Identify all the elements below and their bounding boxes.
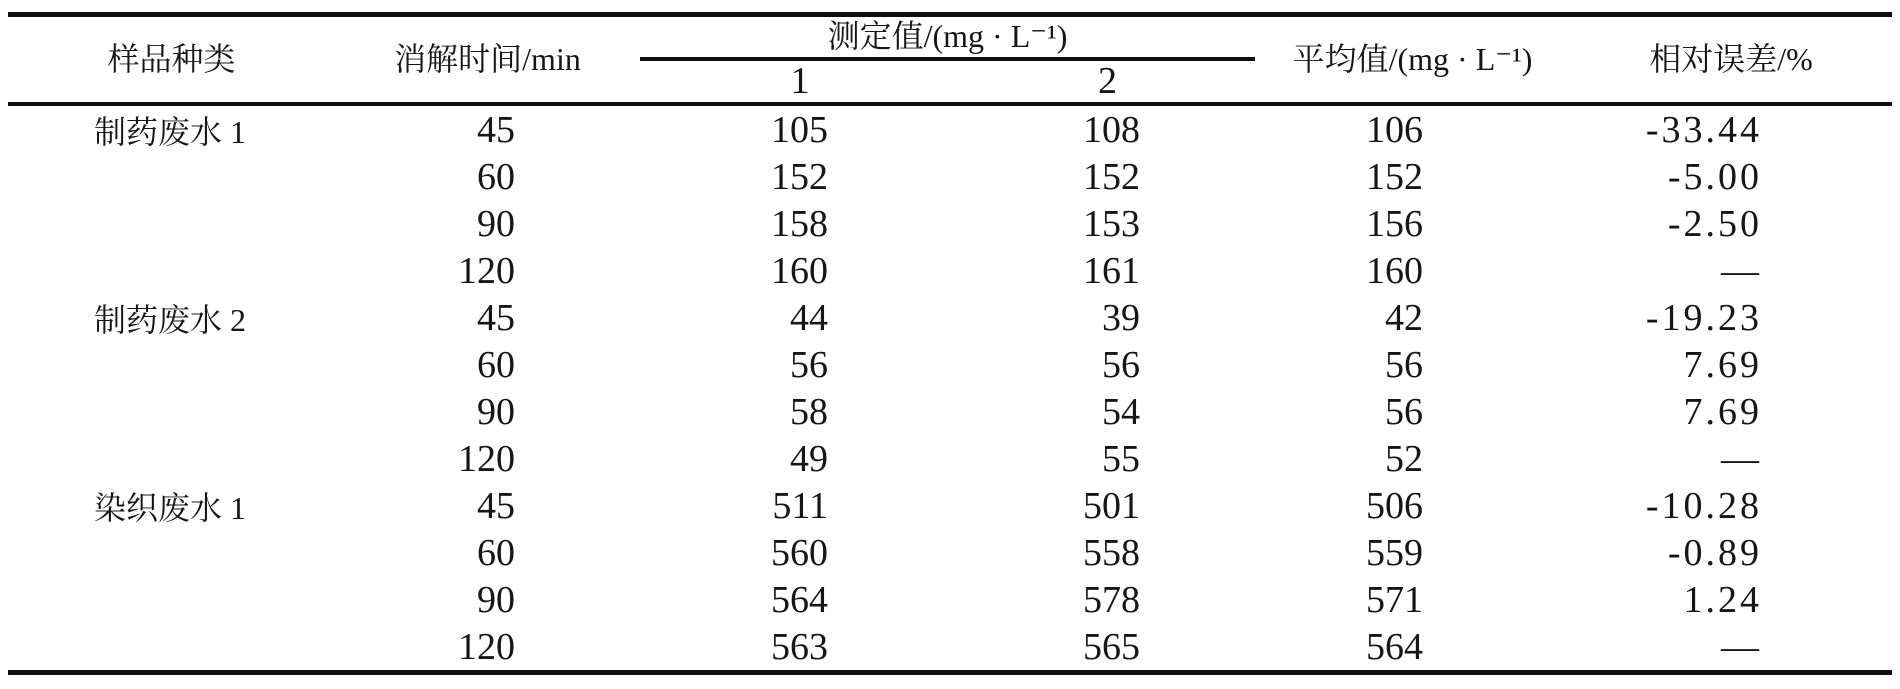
- measured-1-cell: 58: [790, 390, 828, 433]
- measurement-results-table: [8, 12, 1892, 675]
- header-measured-sub-2: 2: [960, 59, 1255, 105]
- average-cell: 56: [1385, 343, 1424, 386]
- measured-1-cell: 160: [771, 249, 828, 292]
- time-cell: 90: [477, 578, 515, 621]
- time-cell: 45: [477, 108, 515, 151]
- measured-2-cell: 565: [1083, 625, 1141, 668]
- time-cell: 45: [477, 484, 515, 527]
- measured-1-cell: 56: [790, 343, 828, 386]
- table-row: [8, 623, 1892, 673]
- relative-error-cell: -10.28: [1645, 484, 1763, 527]
- measured-2-cell: 54: [1102, 390, 1141, 433]
- relative-error-cell: -2.50: [1667, 202, 1763, 245]
- average-cell: 42: [1385, 296, 1424, 339]
- time-cell: 60: [477, 531, 515, 574]
- sample-cell: 制药废水 2: [94, 301, 247, 338]
- measured-2-cell: 56: [1102, 343, 1141, 386]
- sample-cell: [8, 153, 335, 200]
- sample-cell: [8, 341, 335, 388]
- measured-1-cell: 560: [771, 531, 828, 574]
- relative-error-cell: -5.00: [1667, 155, 1763, 198]
- measured-2-cell: 108: [1083, 108, 1141, 151]
- average-cell: 506: [1366, 484, 1424, 527]
- average-cell: 52: [1385, 437, 1424, 480]
- measured-1-cell: 158: [771, 202, 828, 245]
- table-row: [8, 247, 1892, 294]
- measured-1-cell: 152: [771, 155, 828, 198]
- sample-cell: [8, 247, 335, 294]
- measured-2-cell: 152: [1083, 155, 1141, 198]
- table-row: [8, 482, 1892, 529]
- relative-error-cell: 7.69: [1683, 343, 1763, 386]
- time-cell: 90: [477, 390, 515, 433]
- time-cell: 120: [458, 625, 515, 668]
- sample-cell: [8, 623, 335, 673]
- scanned-table-page: [0, 12, 1900, 689]
- relative-error-cell: 1.24: [1683, 578, 1763, 621]
- relative-error-cell: -0.89: [1667, 531, 1763, 574]
- sample-cell: [8, 576, 335, 623]
- measured-1-cell: 49: [790, 437, 828, 480]
- time-cell: 60: [477, 155, 515, 198]
- header-measured-sub-1: 1: [640, 59, 960, 105]
- measured-1-cell: 563: [771, 625, 828, 668]
- table-header: [8, 15, 1892, 105]
- header-digestion-time: 消解时间/min: [335, 15, 640, 105]
- table-row: [8, 200, 1892, 247]
- sample-cell: 染织废水 1: [94, 489, 247, 526]
- sample-cell: [8, 435, 335, 482]
- header-average-value: 平均值/(mg · L⁻¹): [1255, 15, 1570, 105]
- average-cell: 559: [1366, 531, 1424, 574]
- average-cell: 571: [1366, 578, 1424, 621]
- table-body: [8, 104, 1892, 673]
- measured-2-cell: 558: [1083, 531, 1141, 574]
- header-measured-value-group: 测定值/(mg · L⁻¹): [640, 15, 1255, 59]
- table-row: [8, 341, 1892, 388]
- measured-2-cell: 55: [1102, 437, 1141, 480]
- measured-1-cell: 44: [790, 296, 828, 339]
- table-row: [8, 294, 1892, 341]
- average-cell: 160: [1366, 249, 1424, 292]
- time-cell: 90: [477, 202, 515, 245]
- measured-1-cell: 511: [772, 484, 828, 527]
- measured-2-cell: 161: [1083, 249, 1141, 292]
- average-cell: 152: [1366, 155, 1424, 198]
- measured-2-cell: 39: [1102, 296, 1141, 339]
- time-cell: 120: [458, 437, 515, 480]
- relative-error-cell: -19.23: [1645, 296, 1763, 339]
- table-row: [8, 104, 1892, 153]
- measured-1-cell: 105: [771, 108, 828, 151]
- average-cell: 564: [1366, 625, 1424, 668]
- relative-error-cell: —: [1721, 625, 1763, 668]
- relative-error-cell: —: [1721, 249, 1763, 292]
- relative-error-cell: 7.69: [1683, 390, 1763, 433]
- measured-2-cell: 501: [1083, 484, 1141, 527]
- relative-error-cell: -33.44: [1645, 108, 1763, 151]
- table-row: [8, 529, 1892, 576]
- header-relative-error: 相对误差/%: [1570, 15, 1892, 105]
- time-cell: 45: [477, 296, 515, 339]
- table-row: [8, 388, 1892, 435]
- sample-cell: 制药废水 1: [94, 113, 247, 150]
- sample-cell: [8, 529, 335, 576]
- table-row: [8, 435, 1892, 482]
- table-row: [8, 576, 1892, 623]
- table-row: [8, 153, 1892, 200]
- average-cell: 106: [1366, 108, 1424, 151]
- measured-1-cell: 564: [771, 578, 828, 621]
- header-sample-type: 样品种类: [8, 15, 335, 105]
- relative-error-cell: —: [1721, 437, 1763, 480]
- sample-cell: [8, 388, 335, 435]
- measured-2-cell: 578: [1083, 578, 1141, 621]
- measured-2-cell: 153: [1083, 202, 1141, 245]
- time-cell: 60: [477, 343, 515, 386]
- sample-cell: [8, 200, 335, 247]
- average-cell: 156: [1366, 202, 1424, 245]
- time-cell: 120: [458, 249, 515, 292]
- average-cell: 56: [1385, 390, 1424, 433]
